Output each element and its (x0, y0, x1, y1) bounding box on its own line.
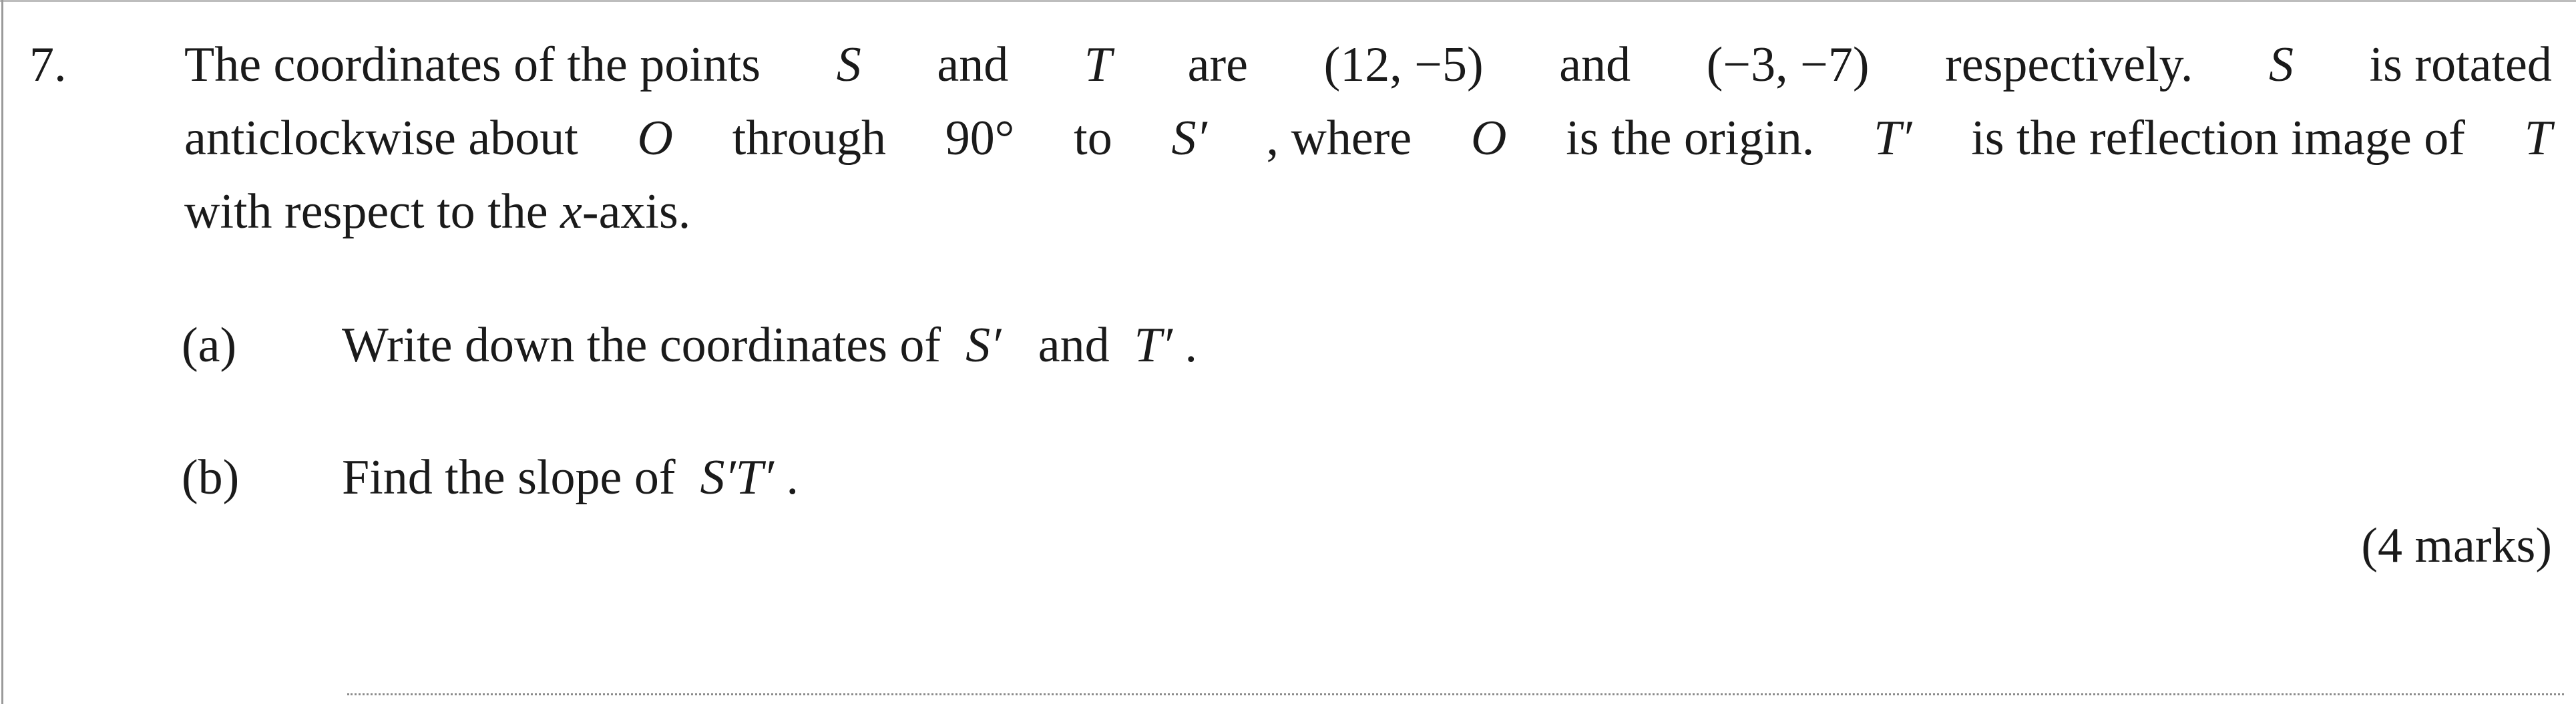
stem-text: -axis. (582, 184, 691, 239)
question-stem (184, 28, 2552, 248)
point-t-prime: T′ (1874, 111, 1912, 166)
stem-line-2 (184, 102, 2552, 175)
part-b-label: (b) (182, 450, 240, 505)
point-o: O (1471, 111, 1507, 166)
page-top-border (0, 0, 2576, 2)
marks-allocation: (4 marks) (2361, 518, 2552, 573)
stem-text: anticlockwise about (184, 111, 578, 166)
point-t: T (2524, 111, 2552, 166)
stem-text: The coordinates of the points (184, 37, 761, 92)
part-a-prompt: Write down the coordinates of (342, 318, 941, 373)
stem-text: and (937, 37, 1009, 92)
point-t: T (1084, 37, 1112, 92)
point-s-prime: S′ (1171, 111, 1207, 166)
part-a-period: . (1185, 318, 1197, 373)
variable-x: x (560, 184, 582, 239)
segment-s-prime-t-prime: S′T′ (700, 450, 774, 505)
point-s: S (836, 37, 861, 92)
answer-line (347, 693, 2564, 695)
stem-text: , where (1266, 111, 1412, 166)
question-number: 7. (29, 37, 67, 92)
point-s-prime: S′ (965, 318, 1002, 373)
stem-text: to (1074, 111, 1112, 166)
page-left-border (1, 0, 3, 704)
stem-text: is the reflection image of (1971, 111, 2465, 166)
part-a-label: (a) (182, 318, 237, 373)
stem-text: are (1187, 37, 1248, 92)
point-t-prime: T′ (1134, 318, 1172, 373)
stem-text: is the origin. (1566, 111, 1815, 166)
stem-text: with respect to the (184, 184, 548, 239)
part-a-conjunction: and (1038, 318, 1110, 373)
coordinates-t: (−3, −7) (1706, 37, 1870, 92)
point-s: S (2268, 37, 2294, 92)
angle-value: 90° (945, 111, 1015, 166)
stem-text: through (732, 111, 886, 166)
point-o: O (637, 111, 673, 166)
stem-text: and (1559, 37, 1631, 92)
part-b-period: . (786, 450, 799, 505)
stem-text: is rotated (2369, 37, 2552, 92)
coordinates-s: (12, −5) (1323, 37, 1484, 92)
part-b-text (342, 441, 799, 514)
stem-line-1 (184, 28, 2552, 102)
stem-line-3 (184, 175, 2552, 248)
part-a-text (342, 309, 1197, 382)
stem-text: respectively. (1945, 37, 2193, 92)
part-b-prompt: Find the slope of (342, 450, 676, 505)
